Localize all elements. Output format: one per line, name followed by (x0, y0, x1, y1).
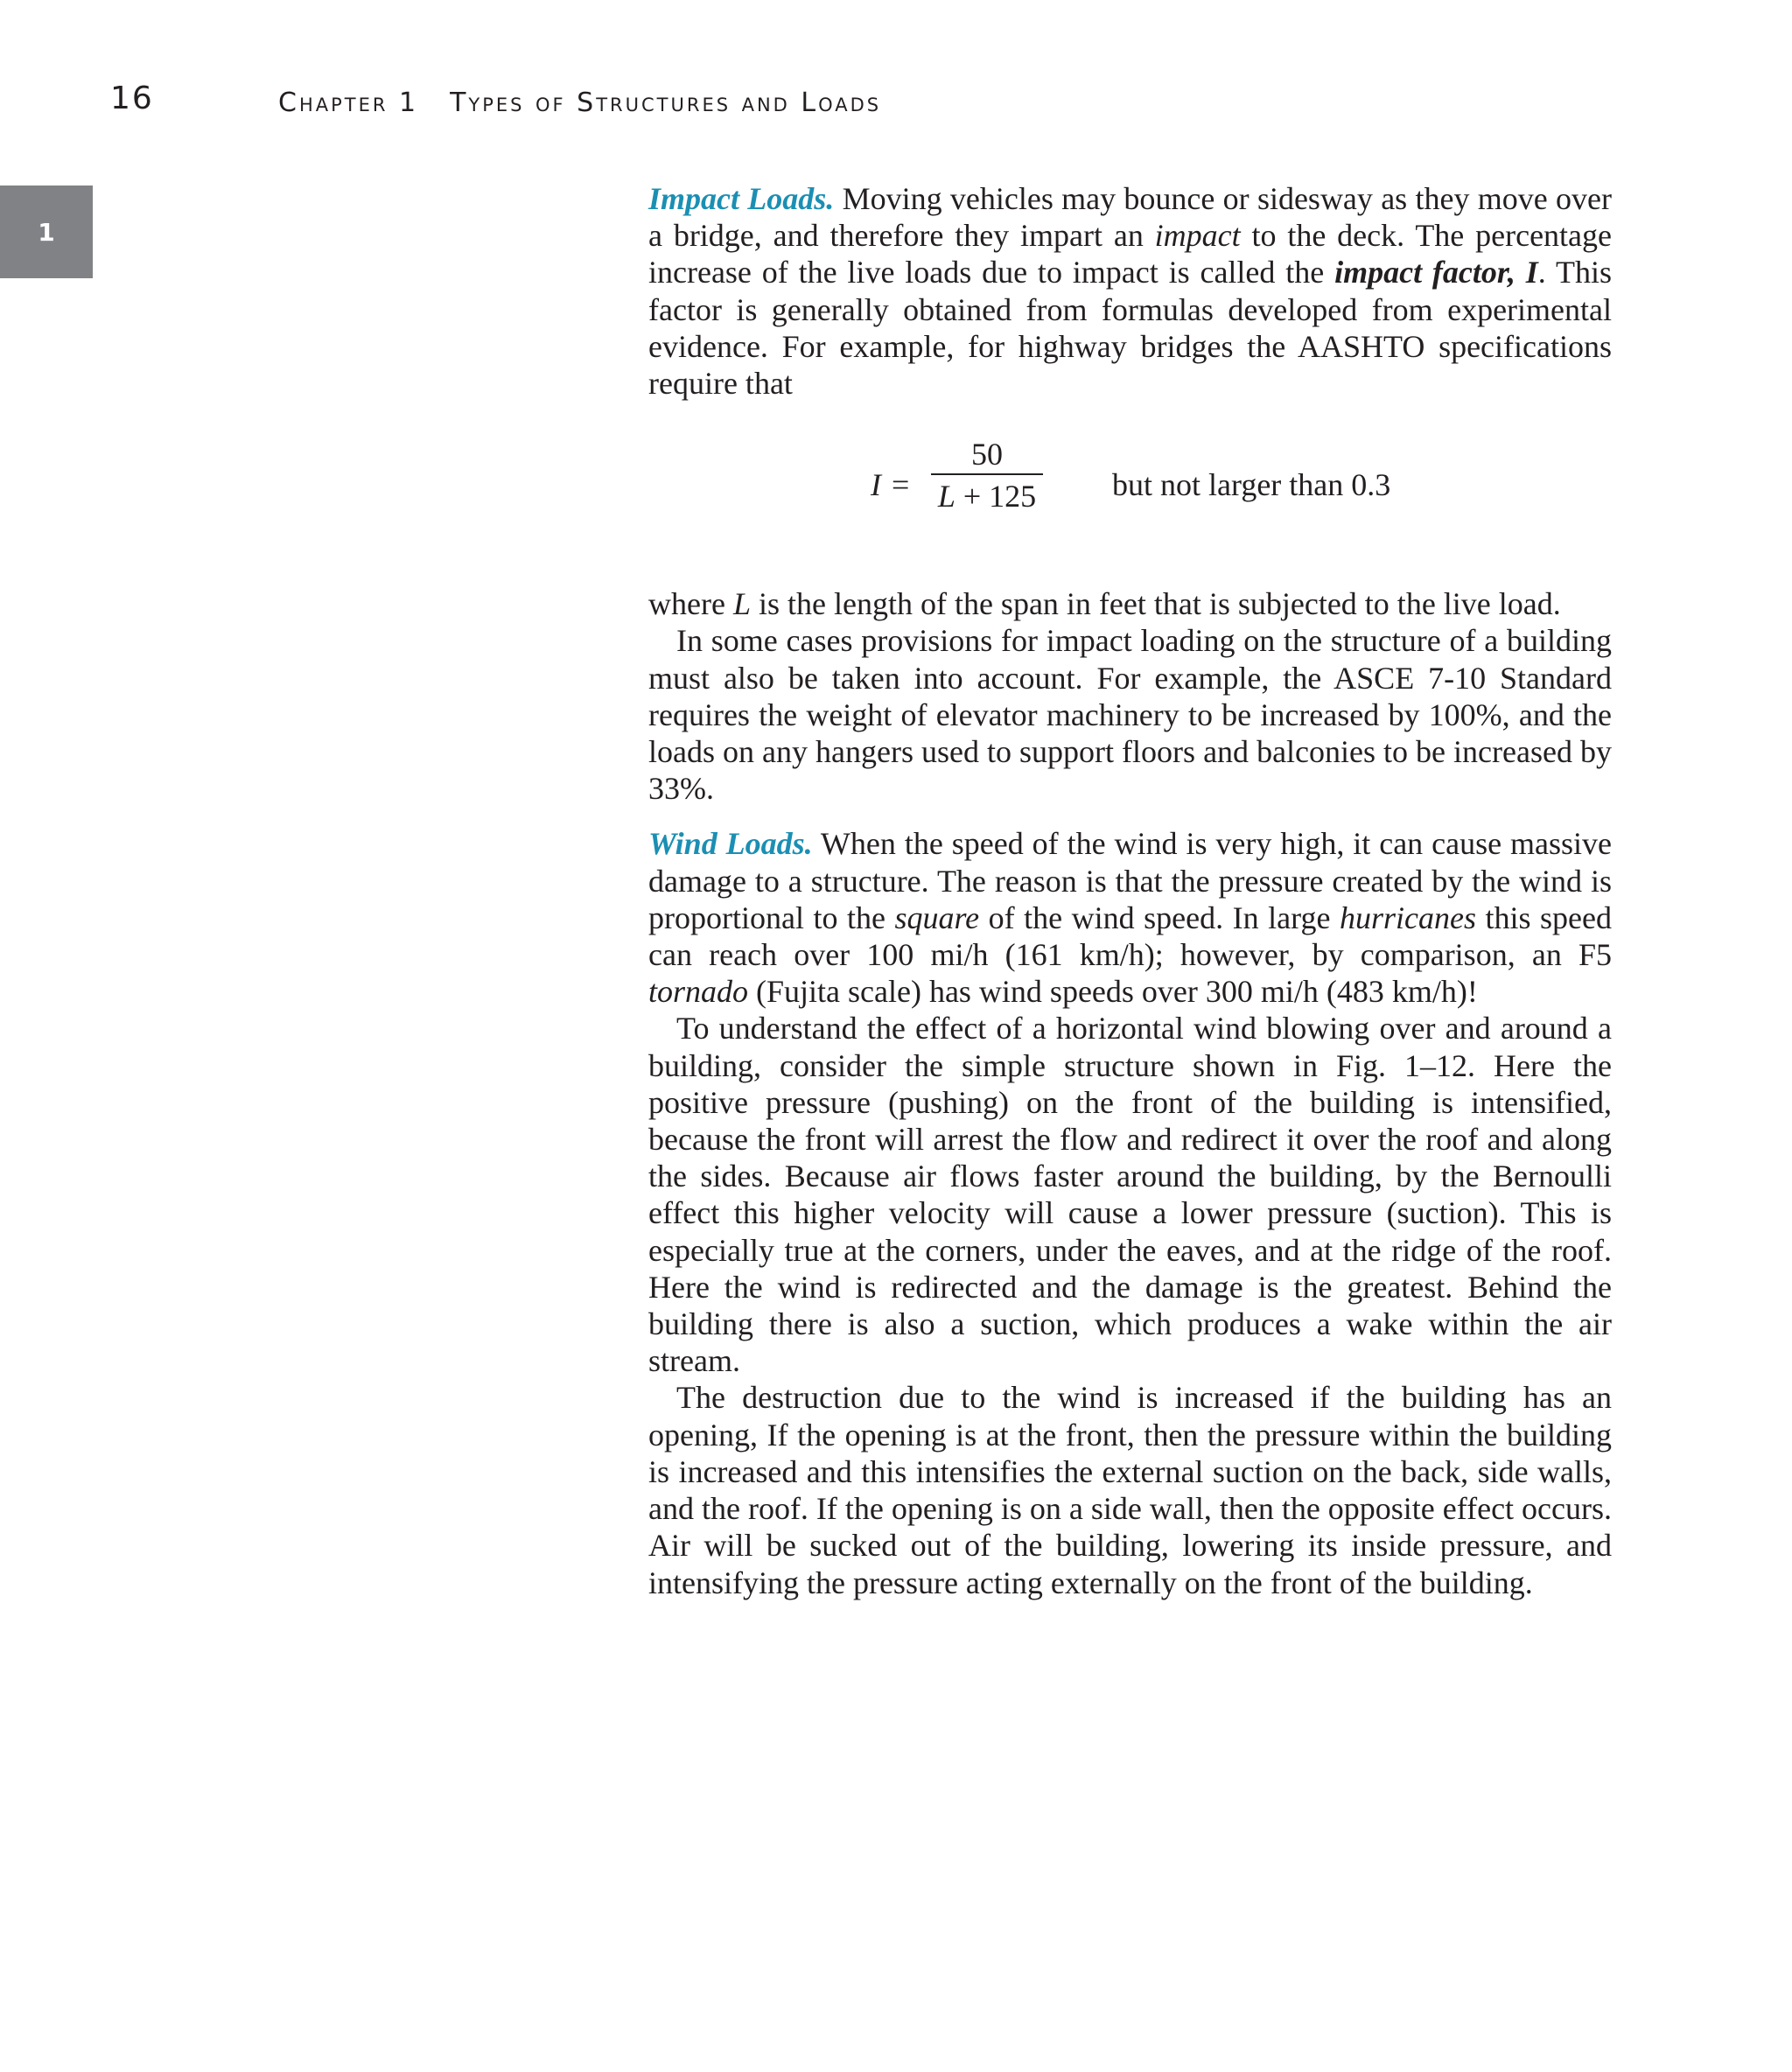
equation-variable: I (871, 467, 881, 503)
equals-sign: = (892, 467, 910, 503)
equation-condition: but not larger than 0.3 (1112, 467, 1391, 503)
bold-term: impact factor, (1334, 255, 1526, 290)
impact-factor-equation (648, 402, 1612, 585)
text-run: this speed can reach over 100 mi/h (161 km/h); however, by comparison, an F5 (648, 900, 1612, 973)
chapter-label: Chapter 1 (278, 88, 419, 118)
fraction-bar (931, 473, 1043, 475)
chapter-tab: 1 (0, 186, 93, 278)
wind-opening-paragraph: The destruction due to the wind is increased if the building has an opening, If the opening is at the front, then the pressure within the building is increased and this intensifies the external suction on the back, side walls, and the roof. If the opening is on a side wall, then the opposite effect occurs. Air will be sucked out of the building, lowering its inside pressure, and intensifying the pressure acting externally on the front of the building. (648, 1380, 1613, 1600)
italic-term: impact (1154, 218, 1241, 254)
text-run: Moving vehicles may bounce or sidesway as they move over a bridge, and therefore they impart an (648, 181, 1613, 254)
text-run: where (648, 586, 733, 622)
wind-effect-paragraph: To understand the effect of a horizontal wind blowing over and around a building, consider the simple structure shown in Fig. 1–12. Here the positive pressure (pushing) on the front of the building is intensified, because the front will arrest the flow and redirect it over the roof and along the sides. Because air flows faster around the building, by the Bernoulli effect this higher velocity will cause a lower pressure (suction). This is especially true at the corners, under the eaves, and at the ridge of the roof. Here the wind is redirected and the damage is the greatest. Behind the building there is also a suction, which produces a wake within the air stream. (648, 1011, 1612, 1379)
wind-loads-heading: Wind Loads. (648, 826, 813, 862)
text-run: is the length of the span in feet that is subjected to the live load. (750, 586, 1561, 622)
running-head (278, 88, 881, 118)
italic-term: hurricanes (1339, 900, 1476, 935)
body-column (648, 180, 1612, 1601)
where-paragraph (648, 585, 1612, 622)
denominator-constant: + 125 (955, 479, 1037, 514)
page-number: 16 (110, 80, 154, 116)
text-run: to the deck. The percentage increase of the live loads due to impact is called the (648, 218, 1613, 290)
equation-lhs (871, 466, 909, 503)
wind-loads-paragraph (648, 825, 1612, 1010)
italic-term: tornado (648, 974, 749, 1010)
text-run: . This factor is generally obtained from formulas developed from experimental evidence. For example, for highway bridges the AASHTO specifications require that (648, 255, 1612, 402)
equation-fraction (931, 437, 1043, 514)
fraction-denominator (931, 479, 1043, 514)
text-run: (Fujita scale) has wind speeds over 300 mi/h (483 km/h)! (748, 974, 1478, 1010)
chapter-title: Types of Structures and Loads (450, 88, 882, 118)
text-run: of the wind speed. In large (979, 900, 1340, 935)
italic-term: square (894, 900, 980, 935)
fraction-numerator: 50 (971, 437, 1003, 472)
impact-loads-heading: Impact Loads. (648, 181, 835, 216)
impact-building-paragraph: In some cases provisions for impact loading on the structure of a building must also be taken into account. For example, the ASCE 7-10 Standard requires the weight of elevator machinery to be increased by 100%, and the loads on any hangers used to support floors and balconies to be increased by 33%. (648, 623, 1612, 807)
denominator-variable: L (937, 479, 956, 514)
italic-symbol: I (1525, 255, 1538, 290)
impact-loads-paragraph (648, 180, 1612, 402)
text-run: When the speed of the wind is very high, it can cause massive damage to a structure. The reason is that the pressure created by the wind is proportional to the (648, 826, 1612, 935)
italic-symbol: L (732, 586, 751, 622)
